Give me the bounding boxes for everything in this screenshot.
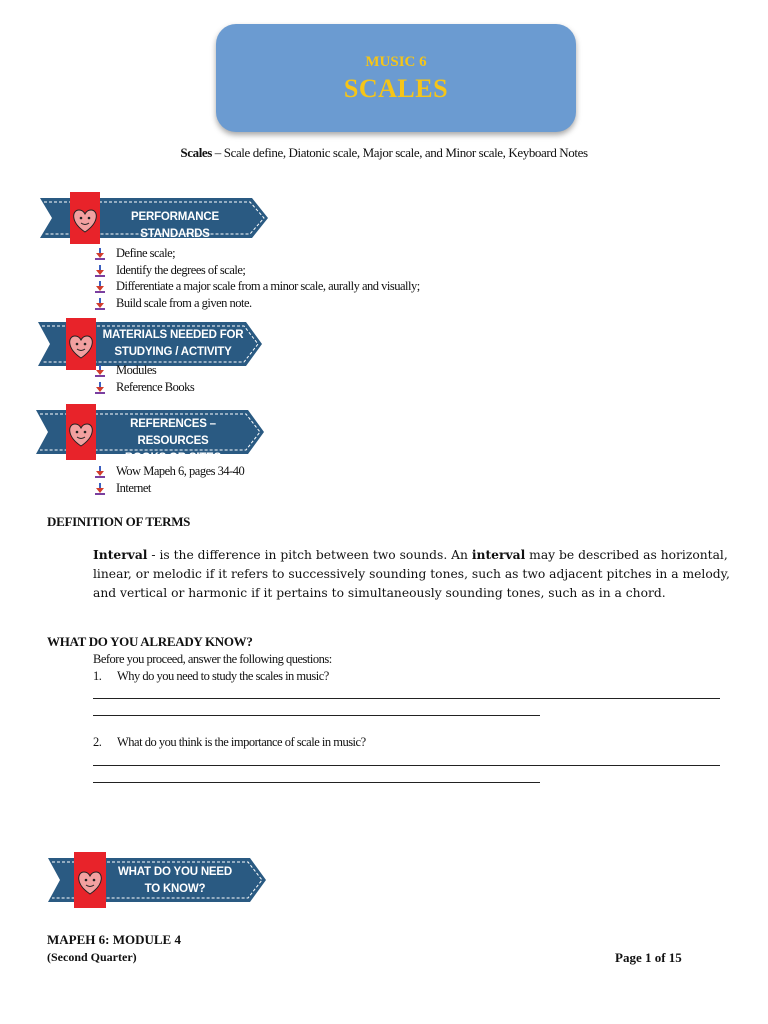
arrow-bullet-icon [94,248,106,260]
answer-line-1b [93,715,540,716]
term-interval-inline: interval [471,547,526,562]
list-item: Identify the degrees of scale; [94,262,420,279]
list-item: Wow Mapeh 6, pages 34-40 [94,463,244,480]
subtitle-text: – Scale define, Diatonic scale, Major scale, and Minor scale, Keyboard Notes [211,145,588,160]
materials-list [94,362,194,395]
question-2: What do you think is the importance of scale in music? [117,735,366,749]
answer-line-2b [93,782,540,783]
list-item: Modules [94,362,194,379]
footer-module: MAPEH 6: MODULE 4 [47,932,181,947]
answer-line-2a [93,765,720,766]
question-2-number: 2. [93,735,102,749]
banner-need-to-know-label: WHAT DO YOU NEED TO KNOW? [118,866,232,895]
list-item: Reference Books [94,379,194,396]
answer-line-1a [93,698,720,699]
know-instruction: Before you proceed, answer the following questions: [93,652,332,666]
list-item: Build scale from a given note. [94,295,420,312]
banner-performance-label: PERFORMANCE STANDARDS [131,211,219,240]
question-1: Why do you need to study the scales in music? [117,669,329,683]
know-heading: WHAT DO YOU ALREADY KNOW? [47,634,253,649]
list-item: Define scale; [94,245,420,262]
arrow-bullet-icon [94,483,106,495]
list-item: Differentiate a major scale from a minor scale, aurally and visually; [94,278,420,295]
footer-quarter: (Second Quarter) [47,950,137,964]
footer-page-number: Page 1 of 15 [615,950,682,965]
performance-list [94,245,420,311]
term-interval: Interval [93,547,148,562]
definition-paragraph: Interval - is the difference in pitch between two sounds. An interval may be described as horizontal, linear, or melodic if it refers to successively sounding tones, such as two adjacent pitches in a melody, and vertical or harmonic if it pertains to simultaneously sounding tones, such as in a chord. [93,547,730,600]
banner-materials-label: MATERIALS NEEDED FOR STUDYING / ACTIVITY [102,329,244,358]
list-item: Internet [94,480,244,497]
banner-references [34,404,268,464]
subtitle-bold: Scales [180,145,212,160]
title-box [216,24,576,132]
banner-references-label: REFERENCES – RESOURCES BOOKS OR SITES [124,418,222,464]
arrow-bullet-icon [94,281,106,293]
arrow-bullet-icon [94,265,106,277]
subtitle [0,145,768,161]
subject-label: MUSIC 6 [365,54,427,70]
arrow-bullet-icon [94,298,106,310]
banner-need-to-know [46,852,270,908]
question-1-number: 1. [93,669,102,683]
arrow-bullet-icon [94,365,106,377]
arrow-bullet-icon [94,466,106,478]
banner-performance [38,192,270,244]
definition-heading: DEFINITION OF TERMS [47,514,191,529]
references-list [94,463,244,496]
page-title: SCALES [343,74,449,103]
arrow-bullet-icon [94,382,106,394]
